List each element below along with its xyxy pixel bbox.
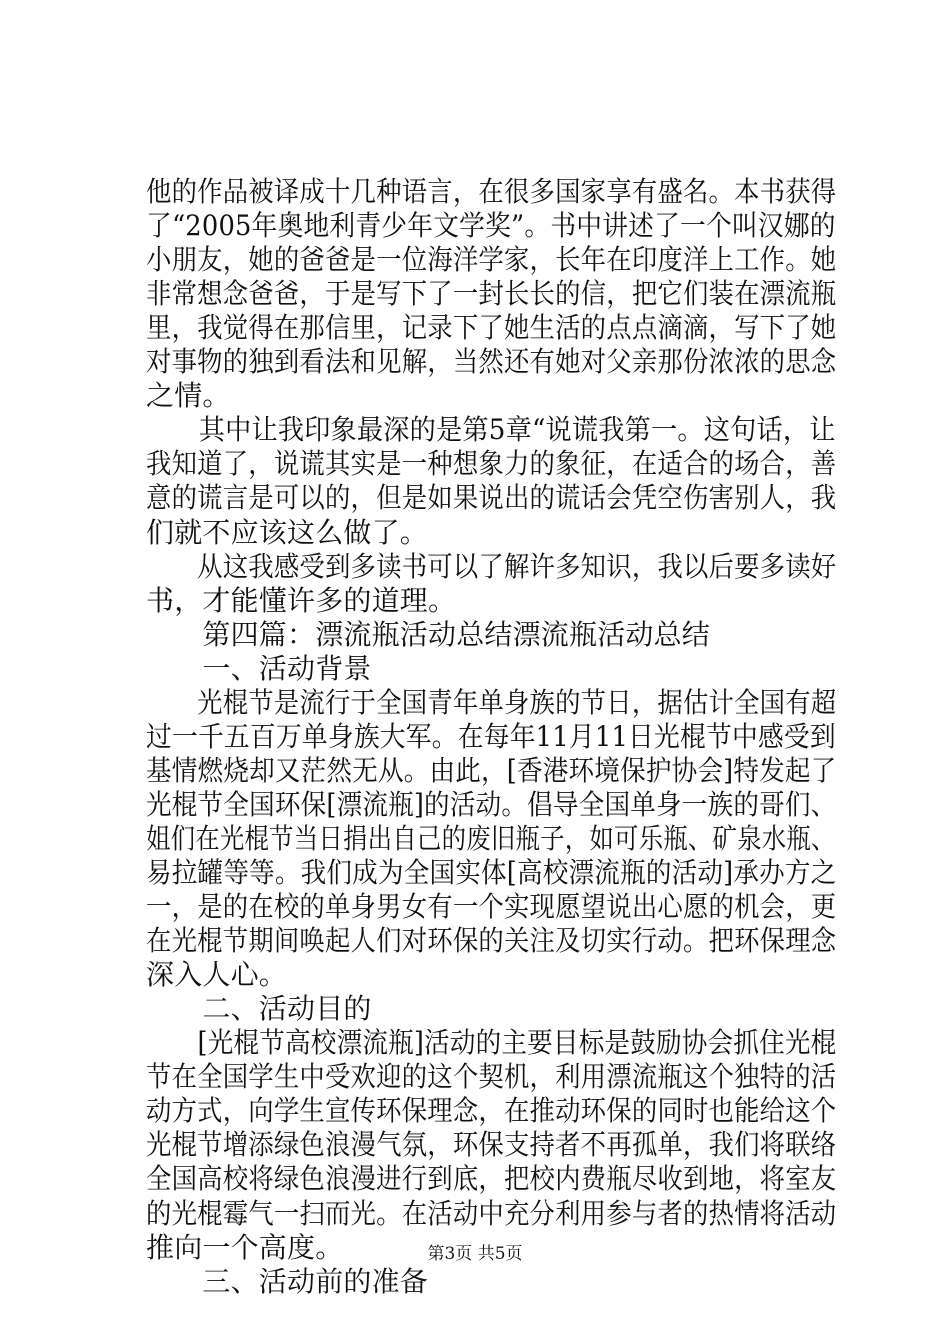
text-line: 三、活动前的准备	[146, 1264, 429, 1298]
text-line: 一，是的在校的单身男女有一个实现愿望说出心愿的机会，更	[146, 890, 837, 924]
text-line: 二、活动目的	[146, 992, 372, 1026]
text-line: 基情燃烧却又茫然无从。由此，[香港环境保护协会]特发起了	[146, 753, 837, 787]
text-line: 全国高校将绿色浪漫进行到底，把校内费瓶尽收到地，将室友	[146, 1162, 837, 1196]
text-line: 动方式，向学生宣传环保理念，在推动环保的同时也能给这个	[146, 1094, 837, 1128]
text-line: 姐们在光棍节当日捐出自己的废旧瓶子，如可乐瓶、矿泉水瓶、	[146, 821, 836, 855]
text-line: 易拉罐等等。我们成为全国实体[高校漂流瓶的活动]承办方之	[146, 856, 837, 889]
text-line: [光棍节高校漂流瓶]活动的主要目标是鼓励协会抓住光棍	[146, 1026, 837, 1060]
text-line: 一、活动背景	[146, 651, 372, 685]
text-line: 的光棍霉气一扫而光。在活动中充分利用参与者的热情将活动	[146, 1196, 837, 1230]
text-line: 光棍节全国环保[漂流瓶]的活动。倡导全国单身一族的哥们、	[146, 787, 837, 821]
text-line: 推向一个高度。	[146, 1230, 344, 1264]
text-line: 们就不应该这么做了。	[146, 515, 429, 549]
text-line: 过一千五百万单身族大军。在每年11月11日光棍节中感受到	[146, 719, 836, 753]
text-line: 其中让我印象最深的是第5章“说谎我第一。这句话，让	[146, 413, 836, 447]
text-line: 第四篇：漂流瓶活动总结漂流瓶活动总结	[146, 617, 711, 651]
page-footer: 第3页 共5页	[427, 1244, 523, 1264]
text-line: 节在全国学生中受欢迎的这个契机，利用漂流瓶这个独特的活	[146, 1060, 837, 1094]
text-line: 意的谎言是可以的，但是如果说出的谎话会凭空伤害别人，我	[146, 481, 837, 515]
text-line: 里，我觉得在那信里，记录下了她生活的点点滴滴，写下了她	[146, 311, 837, 345]
text-line: 从这我感受到多读书可以了解许多知识，我以后要多读好	[146, 549, 837, 583]
text-line: 光棍节是流行于全国青年单身族的节日，据估计全国有超	[146, 685, 837, 719]
text-line: 非常想念爸爸，于是写下了一封长长的信，把它们装在漂流瓶	[146, 277, 837, 311]
text-line: 对事物的独到看法和见解，当然还有她对父亲那份浓浓的思念	[146, 345, 837, 379]
text-line: 深入人心。	[146, 958, 288, 992]
text-line: 小朋友，她的爸爸是一位海洋学家，长年在印度洋上工作。她	[146, 243, 837, 277]
text-line: 书，才能懂许多的道理。	[146, 583, 457, 617]
text-line: 光棍节增添绿色浪漫气氛，环保支持者不再孤单，我们将联络	[146, 1128, 837, 1162]
text-line: 在光棍节期间唤起人们对环保的关注及切实行动。把环保理念	[146, 924, 837, 958]
text-line: 他的作品被译成十几种语言，在很多国家享有盛名。本书获得	[146, 175, 837, 208]
text-line: 了“2005年奥地利青少年文学奖”。书中讲述了一个叫汉娜的	[146, 209, 836, 243]
text-line: 之情。	[146, 379, 231, 413]
text-line: 我知道了，说谎其实是一种想象力的象征，在适合的场合，善	[146, 447, 837, 481]
